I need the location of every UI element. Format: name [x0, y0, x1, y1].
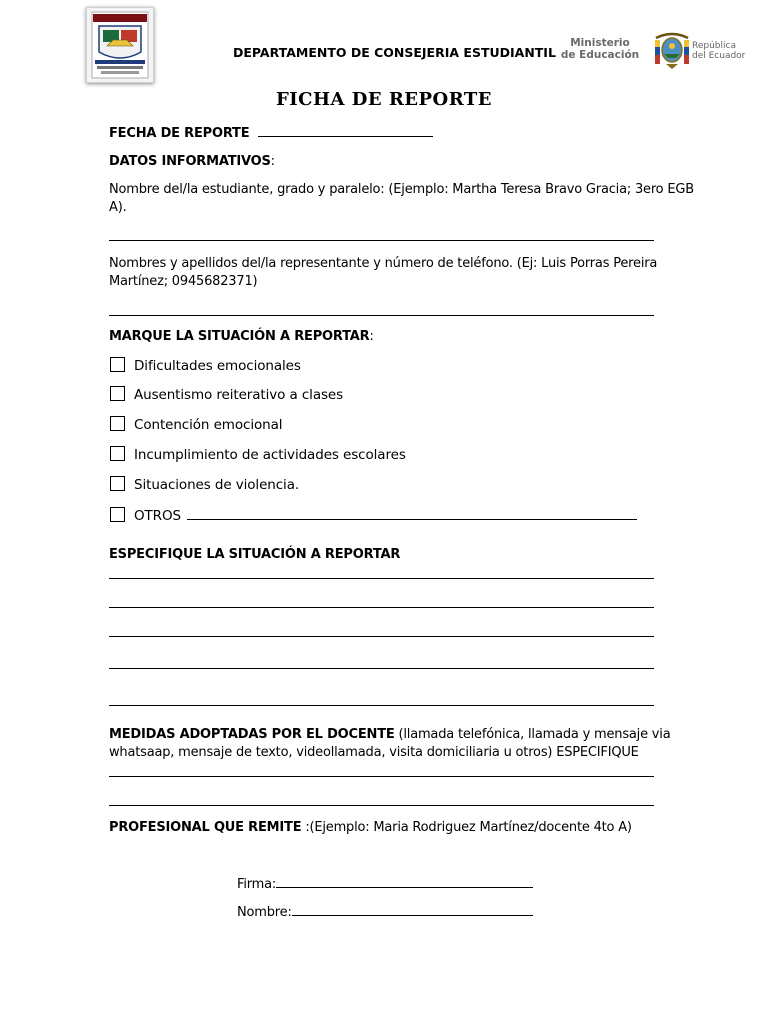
representative-answer-line[interactable]: [109, 315, 654, 316]
name-field[interactable]: [292, 903, 533, 916]
measures-answer-line-1[interactable]: [109, 776, 654, 777]
republic-label: [692, 41, 745, 61]
representative-prompt-line1: Nombres y apellidos del/la representante y número de teléfono. (Ej: Luis Porras Pereira: [109, 256, 658, 271]
department-title: DEPARTAMENTO DE CONSEJERIA ESTUDIANTIL: [233, 45, 556, 60]
checkbox-violencia[interactable]: [110, 476, 125, 491]
checkbox-ausentismo[interactable]: [110, 386, 125, 401]
republic-line1: República: [692, 41, 736, 51]
measures-answer-line-2[interactable]: [109, 805, 654, 806]
situation-heading: [109, 328, 374, 346]
option-ausentismo: Ausentismo reiterativo a clases: [134, 387, 344, 403]
signature-field[interactable]: [276, 875, 533, 888]
option-otros-label: OTROS: [134, 508, 181, 524]
referrer-example: :(Ejemplo: Maria Rodriguez Martínez/docente 4to A): [301, 820, 632, 835]
info-heading-colon: :: [270, 154, 275, 169]
checkbox-otros[interactable]: [110, 507, 125, 522]
specify-line-4[interactable]: [109, 668, 654, 669]
info-heading-text: DATOS INFORMATIVOS: [109, 154, 271, 169]
coat-of-arms-icon: [652, 28, 692, 70]
specify-line-5[interactable]: [109, 705, 654, 706]
signature-row: [237, 875, 533, 894]
report-date-field[interactable]: [258, 124, 433, 137]
info-heading: [109, 153, 275, 171]
situation-heading-colon: :: [369, 329, 374, 344]
ministry-name-line2: de Educación: [560, 49, 640, 61]
measures-heading: MEDIDAS ADOPTADAS POR EL DOCENTE: [109, 727, 395, 742]
specify-line-2[interactable]: [109, 607, 654, 608]
option-dificultades-emocionales: Dificultades emocionales: [134, 358, 301, 374]
republic-line2: del Ecuador: [692, 51, 746, 61]
representative-prompt-line2: Martínez; 0945682371): [109, 274, 258, 289]
measures-line2: whatsaap, mensaje de texto, videollamada, visita domiciliaria u otros) ESPECIFIQUE: [109, 745, 639, 760]
specify-heading: ESPECIFIQUE LA SITUACIÓN A REPORTAR: [109, 547, 401, 562]
ecuador-coat-of-arms: [652, 28, 692, 70]
school-logo: [86, 7, 154, 83]
option-contencion-emocional: Contención emocional: [134, 417, 283, 433]
ministry-logo: [560, 37, 640, 61]
checkbox-dificultades-emocionales[interactable]: [110, 357, 125, 372]
specify-line-1[interactable]: [109, 578, 654, 579]
checkbox-contencion-emocional[interactable]: [110, 416, 125, 431]
option-incumplimiento: Incumplimiento de actividades escolares: [134, 447, 406, 463]
student-prompt-line2: A).: [109, 200, 127, 215]
option-otros: [134, 507, 637, 525]
student-prompt-line1: Nombre del/la estudiante, grado y paralelo: (Ejemplo: Martha Teresa Bravo Gracia; 3ero EGB: [109, 182, 694, 197]
ministry-name-line1: Ministerio: [570, 37, 630, 49]
situation-heading-text: MARQUE LA SITUACIÓN A REPORTAR: [109, 329, 370, 344]
name-row: [237, 903, 533, 922]
measures-description-part1: (llamada telefónica, llamada y mensaje via: [394, 727, 671, 742]
referrer-heading: PROFESIONAL QUE REMITE: [109, 820, 302, 835]
name-label: Nombre:: [237, 905, 292, 920]
measures-line1: [109, 726, 670, 744]
specify-line-3[interactable]: [109, 636, 654, 637]
report-date-label: FECHA DE REPORTE: [109, 126, 250, 141]
option-violencia: Situaciones de violencia.: [134, 477, 300, 493]
document-title: FICHA DE REPORTE: [275, 89, 492, 110]
report-date-row: [109, 124, 433, 143]
otros-answer-line[interactable]: [187, 507, 637, 520]
referrer-row: [109, 819, 632, 837]
checkbox-incumplimiento[interactable]: [110, 446, 125, 461]
signature-label: Firma:: [237, 877, 277, 892]
school-crest-icon: [87, 8, 153, 82]
student-answer-line[interactable]: [109, 240, 654, 241]
